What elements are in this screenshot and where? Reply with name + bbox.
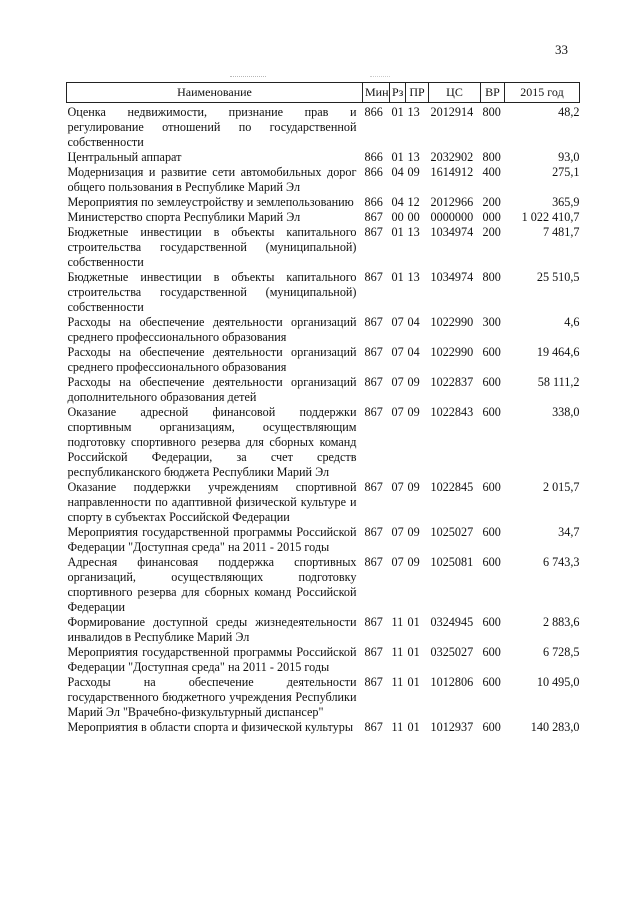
cell-pr: 04 <box>407 345 420 359</box>
cell-vr: 300 <box>482 315 501 329</box>
cell-cs: 1012806 <box>430 675 474 689</box>
cell-cs: 1022843 <box>430 405 474 419</box>
cell-pr: 09 <box>407 525 420 539</box>
cell-min: 866 <box>364 105 383 119</box>
table-row <box>67 405 580 480</box>
table-row <box>67 225 580 270</box>
cell-amount: 365,9 <box>552 195 580 209</box>
cell-vr: 600 <box>482 480 501 494</box>
cell-cs: 2012914 <box>430 105 474 119</box>
cell-name: Мероприятия по землеустройству и землепользованию <box>67 195 354 209</box>
cell-name: Министерство спорта Республики Марий Эл <box>67 210 301 224</box>
cell-name: Адресная финансовая поддержка спортивных организаций, осуществляющих подготовку спортивного резерва для сборных команд Российской Федерации <box>67 555 357 614</box>
cell-pr: 13 <box>407 105 420 119</box>
cell-rz: 07 <box>391 525 404 539</box>
cell-name: Расходы на обеспечение деятельности организаций среднего профессионального образования <box>67 315 357 344</box>
cell-pr: 09 <box>407 480 420 494</box>
cell-min: 867 <box>364 675 383 689</box>
header-name: Наименование <box>67 83 363 103</box>
cell-pr: 01 <box>407 615 420 629</box>
cell-vr: 800 <box>482 270 501 284</box>
cell-name: Оценка недвижимости, признание прав и регулирование отношений по государственной собственности <box>67 105 357 149</box>
header-vr: ВР <box>481 83 505 103</box>
cell-name: Оказание адресной финансовой поддержки спортивным организациям, осуществляющим подготовку спортивного резерва для сборных команд Российской Федерации, за счет средств республиканского бюджета Республики Марий Эл <box>67 405 357 479</box>
table-row <box>67 720 580 735</box>
cell-min: 867 <box>364 210 383 224</box>
cell-amount: 58 111,2 <box>537 375 580 389</box>
cell-amount: 2 883,6 <box>542 615 580 629</box>
cell-amount: 4,6 <box>564 315 580 329</box>
cell-min: 867 <box>364 525 383 539</box>
cell-vr: 600 <box>482 675 501 689</box>
cell-amount: 6 743,3 <box>542 555 580 569</box>
page-number: 33 <box>555 42 568 57</box>
cell-cs: 1012937 <box>430 720 474 734</box>
header-min: Мин <box>363 83 390 103</box>
cell-amount: 275,1 <box>552 165 580 179</box>
budget-table-container <box>66 82 579 735</box>
cell-cs: 0325027 <box>430 645 474 659</box>
cell-pr: 09 <box>407 375 420 389</box>
cell-name: Расходы на обеспечение деятельности организаций среднего профессионального образования <box>67 345 357 374</box>
cell-min: 867 <box>364 480 383 494</box>
cell-cs: 0324945 <box>430 615 474 629</box>
cell-amount: 7 481,7 <box>542 225 580 239</box>
cell-rz: 07 <box>391 555 404 569</box>
cell-cs: 1025081 <box>430 555 474 569</box>
cell-vr: 600 <box>482 345 501 359</box>
cell-name: Мероприятия в области спорта и физической культуры <box>67 720 354 734</box>
cell-min: 867 <box>364 225 383 239</box>
table-row <box>67 195 580 210</box>
cell-amount: 1 022 410,7 <box>521 210 580 224</box>
cell-amount: 93,0 <box>558 150 580 164</box>
cell-name: Бюджетные инвестиции в объекты капитального строительства государственной (муниципальной) собственности <box>67 270 357 314</box>
cell-amount: 19 464,6 <box>536 345 580 359</box>
cell-pr: 04 <box>407 315 420 329</box>
cell-rz: 11 <box>391 645 404 659</box>
table-row <box>67 480 580 525</box>
table-header <box>67 83 580 103</box>
cell-rz: 07 <box>391 315 404 329</box>
cell-name: Расходы на обеспечение деятельности государственного бюджетного учреждения Республики Марий Эл "Врачебно-физкультурный диспансер" <box>67 675 357 719</box>
cell-name: Формирование доступной среды жизнедеятельности инвалидов в Республике Марий Эл <box>67 615 357 644</box>
cell-amount: 140 283,0 <box>530 720 580 734</box>
table-row <box>67 315 580 345</box>
cell-cs: 2032902 <box>430 150 474 164</box>
cell-vr: 600 <box>482 555 501 569</box>
cell-pr: 13 <box>407 225 420 239</box>
cell-vr: 800 <box>482 150 501 164</box>
header-year: 2015 год <box>505 83 580 103</box>
cell-rz: 01 <box>391 105 404 119</box>
budget-table <box>66 82 580 735</box>
cell-min: 867 <box>364 270 383 284</box>
cell-name: Модернизация и развитие сети автомобильных дорог общего пользования в Республике Марий Эл <box>67 165 357 194</box>
cell-name: Мероприятия государственной программы Российской Федерации "Доступная среда" на 2011 - 2015 годы <box>67 645 357 674</box>
cell-pr: 09 <box>407 165 420 179</box>
header-cs: ЦС <box>429 83 481 103</box>
cell-min: 867 <box>364 315 383 329</box>
cell-pr: 12 <box>407 195 420 209</box>
cell-rz: 04 <box>391 165 404 179</box>
cell-vr: 600 <box>482 375 501 389</box>
cell-rz: 07 <box>391 345 404 359</box>
cell-pr: 01 <box>407 675 420 689</box>
table-row <box>67 150 580 165</box>
cell-min: 867 <box>364 555 383 569</box>
cell-min: 866 <box>364 150 383 164</box>
cell-cs: 0000000 <box>430 210 474 224</box>
cell-rz: 11 <box>391 675 404 689</box>
table-row <box>67 270 580 315</box>
cell-rz: 07 <box>391 480 404 494</box>
table-row <box>67 375 580 405</box>
cell-vr: 600 <box>482 405 501 419</box>
cell-cs: 1614912 <box>430 165 474 179</box>
cell-vr: 800 <box>482 105 501 119</box>
table-row <box>67 525 580 555</box>
cell-cs: 1022845 <box>430 480 474 494</box>
table-row <box>67 210 580 225</box>
cell-cs: 1034974 <box>430 225 474 239</box>
cell-rz: 07 <box>391 405 404 419</box>
cell-rz: 07 <box>391 375 404 389</box>
cell-min: 867 <box>364 345 383 359</box>
cell-min: 866 <box>364 165 383 179</box>
table-row <box>67 345 580 375</box>
cell-pr: 00 <box>407 210 420 224</box>
cell-rz: 11 <box>391 720 404 734</box>
cell-rz: 11 <box>391 615 404 629</box>
header-rz: Рз <box>390 83 406 103</box>
cell-vr: 600 <box>482 645 501 659</box>
cell-min: 867 <box>364 720 383 734</box>
table-row <box>67 103 580 151</box>
cell-vr: 400 <box>482 165 501 179</box>
table-row <box>67 165 580 195</box>
cell-pr: 13 <box>407 270 420 284</box>
cell-amount: 25 510,5 <box>536 270 580 284</box>
cell-name: Мероприятия государственной программы Российской Федерации "Доступная среда" на 2011 - 2015 годы <box>67 525 357 554</box>
cell-cs: 1022990 <box>430 315 474 329</box>
cell-vr: 200 <box>482 225 501 239</box>
scan-mark <box>230 76 266 81</box>
cell-amount: 2 015,7 <box>542 480 580 494</box>
cell-min: 867 <box>364 375 383 389</box>
cell-vr: 600 <box>482 525 501 539</box>
table-body <box>67 103 580 736</box>
table-row <box>67 555 580 615</box>
table-row <box>67 615 580 645</box>
cell-amount: 338,0 <box>552 405 580 419</box>
table-row <box>67 675 580 720</box>
cell-vr: 600 <box>482 720 501 734</box>
header-pr: ПР <box>406 83 429 103</box>
table-row <box>67 645 580 675</box>
cell-cs: 2012966 <box>430 195 474 209</box>
cell-pr: 01 <box>407 720 420 734</box>
cell-min: 867 <box>364 645 383 659</box>
cell-min: 867 <box>364 615 383 629</box>
cell-rz: 00 <box>391 210 404 224</box>
cell-pr: 09 <box>407 555 420 569</box>
cell-name: Оказание поддержки учреждениям спортивной направленности по адаптивной физической культуре и спорту в субъектах Российской Федерации <box>67 480 357 524</box>
cell-pr: 13 <box>407 150 420 164</box>
cell-vr: 600 <box>482 615 501 629</box>
cell-amount: 34,7 <box>558 525 580 539</box>
cell-rz: 04 <box>391 195 404 209</box>
cell-name: Бюджетные инвестиции в объекты капитального строительства государственной (муниципальной) собственности <box>67 225 357 269</box>
cell-min: 867 <box>364 405 383 419</box>
cell-min: 866 <box>364 195 383 209</box>
cell-cs: 1025027 <box>430 525 474 539</box>
cell-amount: 10 495,0 <box>536 675 580 689</box>
cell-name: Центральный аппарат <box>67 150 182 164</box>
cell-cs: 1022837 <box>430 375 474 389</box>
cell-amount: 6 728,5 <box>542 645 580 659</box>
cell-pr: 01 <box>407 645 420 659</box>
cell-cs: 1034974 <box>430 270 474 284</box>
cell-pr: 09 <box>407 405 420 419</box>
cell-name: Расходы на обеспечение деятельности организаций дополнительного образования детей <box>67 375 357 404</box>
cell-vr: 200 <box>482 195 501 209</box>
cell-amount: 48,2 <box>558 105 580 119</box>
scan-mark <box>370 76 390 81</box>
cell-rz: 01 <box>391 150 404 164</box>
cell-rz: 01 <box>391 270 404 284</box>
cell-rz: 01 <box>391 225 404 239</box>
cell-vr: 000 <box>482 210 501 224</box>
cell-cs: 1022990 <box>430 345 474 359</box>
